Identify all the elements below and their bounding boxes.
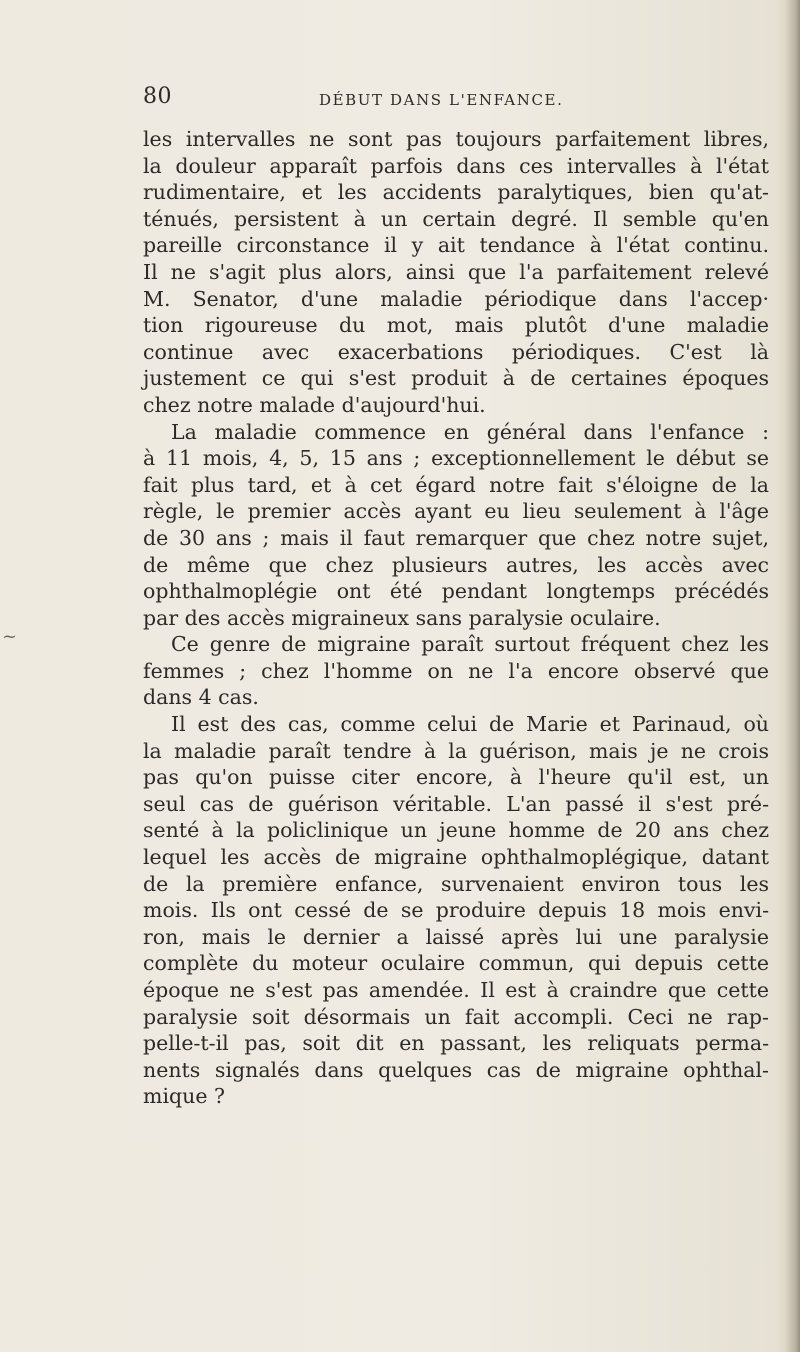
body-text [143,126,769,1110]
margin-mark: ~ [2,626,18,647]
text-line: tion rigoureuse du mot, mais plutôt d'une maladie [143,313,769,338]
text-line: femmes ; chez l'homme on ne l'a encore observé que [143,658,769,683]
text-line: ron, mais le dernier a laissé après lui une paralysie [143,924,769,949]
text-line: mique ? [143,1084,225,1109]
text-line: rudimentaire, et les accidents paralytiques, bien qu'at- [143,180,769,205]
text-line: Ce genre de migraine paraît surtout fréquent chez les [171,632,769,657]
text-line: de même que chez plusieurs autres, les accès avec [143,552,769,577]
page-header [143,84,763,114]
text-line: la maladie paraît tendre à la guérison, mais je ne crois [143,738,769,763]
text-line: de 30 ans ; mais il faut remarquer que chez notre sujet, [143,525,769,550]
text-line: La maladie commence en général dans l'enfance : [171,419,769,444]
text-line: seul cas de guérison véritable. L'an passé il s'est pré- [143,791,769,816]
text-line: continue avec exacerbations périodiques. C'est là [143,339,769,364]
text-line: par des accès migraineux sans paralysie oculaire. [143,605,661,630]
text-line: nents signalés dans quelques cas de migraine ophthal- [143,1057,769,1082]
text-line: pareille circonstance il y ait tendance à l'état continu. [143,233,769,258]
text-line: dans 4 cas. [143,685,259,710]
running-head: DÉBUT DANS L'ENFANCE. [319,91,564,109]
text-line: M. Senator, d'une maladie périodique dans l'accep· [143,286,769,311]
text-line: senté à la policlinique un jeune homme de 20 ans chez [143,818,769,843]
text-line: ténués, persistent à un certain degré. Il semble qu'en [143,206,769,231]
text-line: à 11 mois, 4, 5, 15 ans ; exceptionnellement le début se [143,446,769,471]
text-line: époque ne s'est pas amendée. Il est à craindre que cette [143,978,769,1002]
text-line: de la première enfance, survenaient environ tous les [143,871,769,896]
text-line: pelle-t-il pas, soit dit en passant, les reliquats perma- [143,1031,769,1056]
text-line: pas qu'on puisse citer encore, à l'heure qu'il est, un [143,765,769,790]
text-line: paralysie soit désormais un fait accompli. Ceci ne rap- [143,1004,769,1029]
text-line: Il ne s'agit plus alors, ainsi que l'a parfaitement relevé [143,259,769,284]
text-line: les intervalles ne sont pas toujours parfaitement libres, [143,127,769,151]
text-line: justement ce qui s'est produit à de certaines époques [143,366,769,391]
text-line: la douleur apparaît parfois dans ces intervalles à l'état [143,153,769,178]
page-edge-shadow [786,0,800,1352]
page-number: 80 [143,84,172,109]
text-line: règle, le premier accès ayant eu lieu seulement à l'âge [143,499,769,524]
text-line: mois. Ils ont cessé de se produire depuis 18 mois envi- [143,898,769,923]
text-line: Il est des cas, comme celui de Marie et Parinaud, où [171,712,769,737]
text-line: chez notre malade d'aujourd'hui. [143,392,486,417]
text-line: ophthalmoplégie ont été pendant longtemps précédés [143,579,769,604]
text-line: lequel les accès de migraine ophthalmoplégique, datant [143,845,769,870]
text-line: fait plus tard, et à cet égard notre fait s'éloigne de la [143,472,769,497]
text-line: complète du moteur oculaire commun, qui depuis cette [143,951,769,976]
